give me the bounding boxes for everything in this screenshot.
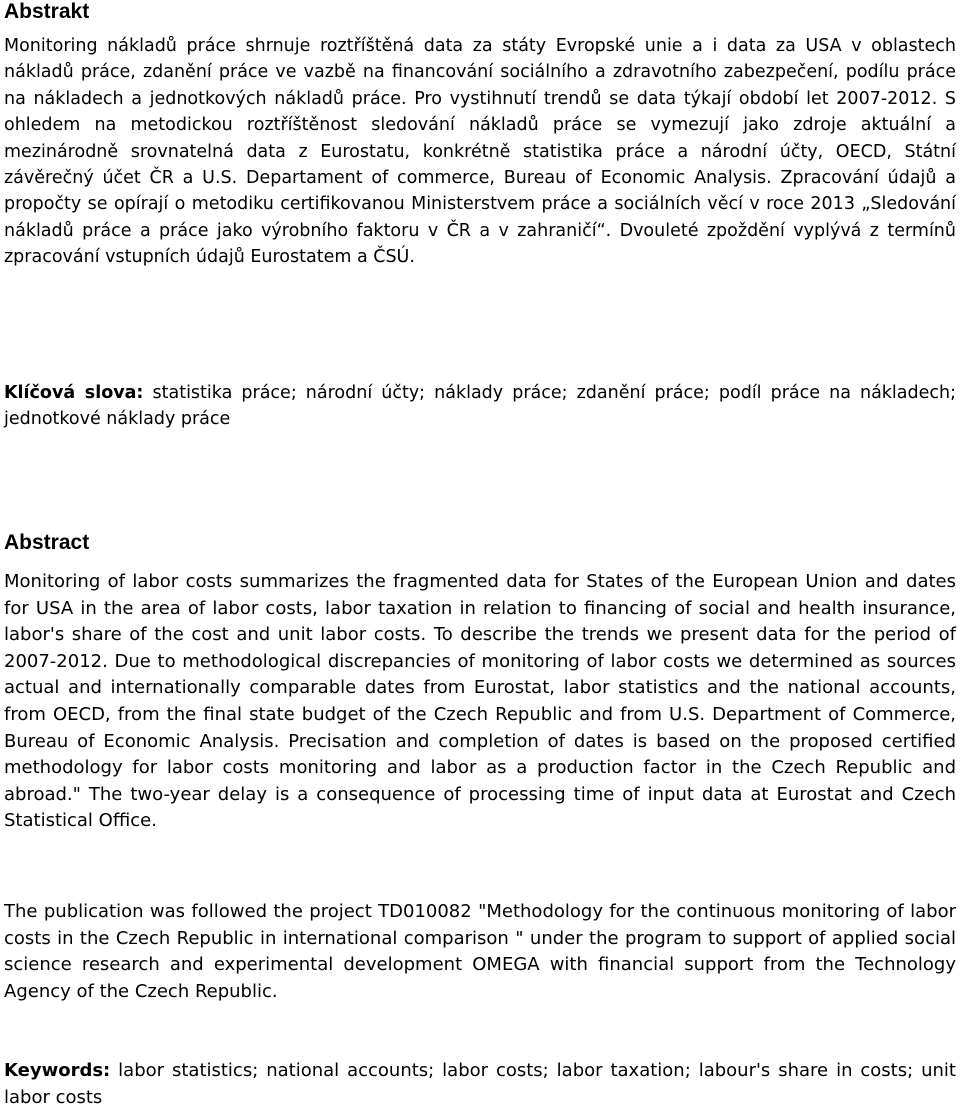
czech-keywords <box>4 380 956 433</box>
english-project-paragraph: The publication was followed the project TD010082 "Methodology for the continuous monitoring of labor costs in the Czech Republic in international comparison " under the program to support of applied social science research and experimental development OMEGA with financial support from the Technology Agency of the Czech Republic. <box>4 901 956 1002</box>
english-abstract-heading: Abstract <box>4 531 90 554</box>
czech-abstract-heading: Abstrakt <box>4 0 90 23</box>
english-keywords-label: Keywords: <box>4 1060 111 1081</box>
english-keywords-text: labor statistics; national accounts; labor costs; labor taxation; labour's share in costs; unit labor costs <box>4 1060 956 1108</box>
czech-keywords-text: statistika práce; národní účty; náklady práce; zdanění práce; podíl práce na nákladech; jednotkové náklady práce <box>4 383 957 430</box>
english-abstract-paragraph: Monitoring of labor costs summarizes the fragmented data for States of the European Union and dates for USA in the area of labor costs, labor taxation in relation to financing of social and health insurance, labor's share of the cost and unit labor costs. To describe the trends we present data for the period of 2007-2012. Due to methodological discrepancies of monitoring of labor costs we determined as sources actual and internationally comparable dates from Eurostat, labor statistics and the national accounts, from OECD, from the final state budget of the Czech Republic and from U.S. Department of Commerce, Bureau of Economic Analysis. Precisation and completion of dates is based on the proposed certified methodology for labor costs monitoring and labor as a production factor in the Czech Republic and abroad." The two-year delay is a consequence of processing time of input data at Eurostat and Czech Statistical Office. <box>4 571 956 832</box>
czech-keywords-label: Klíčová slova: <box>4 383 144 403</box>
english-keywords <box>4 1058 956 1111</box>
czech-abstract-paragraph: Monitoring nákladů práce shrnuje roztříštěná data za státy Evropské unie a i data za USA v oblastech nákladů práce, zdanění práce ve vazbě na financování sociálního a zdravotního zabezpečení, podílu práce na nákladech a jednotkových nákladů práce. Pro vystihnutí trendů se data týkají období let 2007-2012. S ohledem na metodickou roztříštěnost sledování nákladů práce se vymezují jako zdroje aktuální a mezinárodně srovnatelná data z Eurostatu, konkrétně statistika práce a národní účty, OECD, Státní závěrečný účet ČR a U.S. Departament of commerce, Bureau of Economic Analysis. Zpracování údajů a propočty se opírají o metodiku certifikovanou Ministerstvem práce a sociálních věcí v roce 2013 „Sledování nákladů práce a práce jako výrobního faktoru v ČR a v zahraničí“. Dvouleté zpoždění vyplývá z termínů zpracování vstupních údajů Eurostatem a ČSÚ. <box>4 36 956 268</box>
